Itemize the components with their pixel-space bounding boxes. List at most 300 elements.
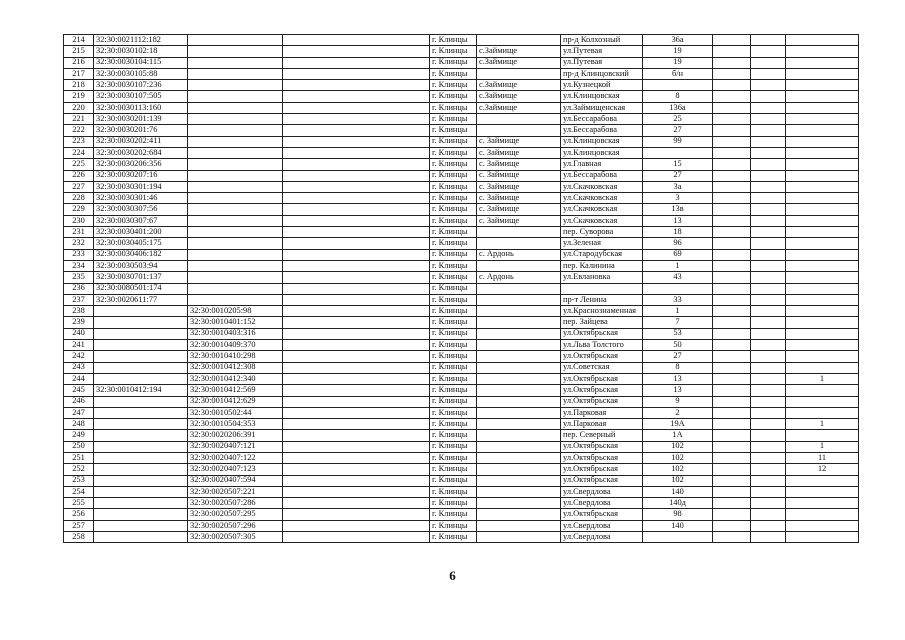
cadastral-number-building: 32:30:0010412:569 xyxy=(188,385,283,396)
empty-cell xyxy=(713,181,751,192)
house-number-cell: 27 xyxy=(643,351,713,362)
row-number: 230 xyxy=(64,215,94,226)
empty-cell xyxy=(713,114,751,125)
empty-cell xyxy=(713,215,751,226)
empty-cell xyxy=(751,204,786,215)
cadastral-number-building: 32:30:0020507:296 xyxy=(188,520,283,531)
cadastral-number-building xyxy=(188,159,283,170)
empty-cell xyxy=(751,260,786,271)
cadastral-number-land xyxy=(94,351,188,362)
row-number: 215 xyxy=(64,46,94,57)
table-row xyxy=(64,102,859,113)
table-row xyxy=(64,46,859,57)
street-cell: ул.Кузнецкой xyxy=(561,80,643,91)
row-number: 214 xyxy=(64,35,94,46)
empty-cell xyxy=(283,147,430,158)
house-number-cell: 1 xyxy=(643,306,713,317)
apartment-cell xyxy=(786,272,859,283)
cadastral-number-land: 32:30:0080501:174 xyxy=(94,283,188,294)
cadastral-number-building xyxy=(188,294,283,305)
house-number-cell: 13в xyxy=(643,204,713,215)
empty-cell xyxy=(713,159,751,170)
cadastral-number-land xyxy=(94,498,188,509)
city-cell: г. Клинцы xyxy=(430,181,477,192)
empty-cell xyxy=(713,260,751,271)
empty-cell xyxy=(283,294,430,305)
row-number: 256 xyxy=(64,509,94,520)
cadastral-number-land: 32:30:0030207:16 xyxy=(94,170,188,181)
house-number-cell: 15 xyxy=(643,159,713,170)
empty-cell xyxy=(751,509,786,520)
table-row xyxy=(64,385,859,396)
village-cell: с. Займище xyxy=(477,204,561,215)
row-number: 228 xyxy=(64,193,94,204)
row-number: 254 xyxy=(64,486,94,497)
cadastral-number-land xyxy=(94,464,188,475)
street-cell: ул.Евлановка xyxy=(561,272,643,283)
apartment-cell xyxy=(786,91,859,102)
empty-cell xyxy=(713,475,751,486)
apartment-cell xyxy=(786,181,859,192)
street-cell: ул.Клинцовская xyxy=(561,147,643,158)
empty-cell xyxy=(283,373,430,384)
apartment-cell xyxy=(786,57,859,68)
cadastral-number-building: 32:30:0020507:295 xyxy=(188,509,283,520)
empty-cell xyxy=(713,125,751,136)
village-cell: с.Займище xyxy=(477,57,561,68)
empty-cell xyxy=(283,441,430,452)
cadastral-number-land: 32:30:0030107:505 xyxy=(94,91,188,102)
street-cell: ул.Октябрьская xyxy=(561,475,643,486)
city-cell: г. Клинцы xyxy=(430,91,477,102)
cadastral-number-land xyxy=(94,475,188,486)
apartment-cell xyxy=(786,498,859,509)
cadastral-number-land xyxy=(94,430,188,441)
empty-cell xyxy=(283,464,430,475)
street-cell: ул.Путевая xyxy=(561,46,643,57)
cadastral-number-building xyxy=(188,91,283,102)
empty-cell xyxy=(713,407,751,418)
cadastral-number-building: 32:30:0020407:122 xyxy=(188,452,283,463)
apartment-cell xyxy=(786,486,859,497)
cadastral-number-building: 32:30:0010412:308 xyxy=(188,362,283,373)
cadastral-number-building: 32:30:0020206:391 xyxy=(188,430,283,441)
empty-cell xyxy=(713,532,751,543)
empty-cell xyxy=(283,136,430,147)
cadastral-number-building xyxy=(188,35,283,46)
row-number: 217 xyxy=(64,68,94,79)
empty-cell xyxy=(283,407,430,418)
village-cell: с. Займище xyxy=(477,215,561,226)
street-cell: ул.Свердлова xyxy=(561,498,643,509)
city-cell: г. Клинцы xyxy=(430,520,477,531)
cadastral-number-building: 32:30:0020407:123 xyxy=(188,464,283,475)
empty-cell xyxy=(283,57,430,68)
empty-cell xyxy=(751,193,786,204)
apartment-cell xyxy=(786,306,859,317)
city-cell: г. Клинцы xyxy=(430,260,477,271)
street-cell: ул.Октябрьская xyxy=(561,351,643,362)
table-row xyxy=(64,249,859,260)
village-cell xyxy=(477,35,561,46)
cadastral-number-land: 32:30:0030301:46 xyxy=(94,193,188,204)
cadastral-number-building xyxy=(188,80,283,91)
street-cell: пр-д Колхозный xyxy=(561,35,643,46)
empty-cell xyxy=(751,227,786,238)
empty-cell xyxy=(283,532,430,543)
empty-cell xyxy=(751,340,786,351)
row-number: 246 xyxy=(64,396,94,407)
empty-cell xyxy=(751,385,786,396)
table-row xyxy=(64,464,859,475)
city-cell: г. Клинцы xyxy=(430,249,477,260)
village-cell xyxy=(477,419,561,430)
street-cell: ул.Свердлова xyxy=(561,532,643,543)
empty-cell xyxy=(751,351,786,362)
empty-cell xyxy=(713,272,751,283)
cadastral-number-land xyxy=(94,306,188,317)
apartment-cell: 11 xyxy=(786,452,859,463)
cadastral-number-building xyxy=(188,260,283,271)
street-cell: ул.Главная xyxy=(561,159,643,170)
empty-cell xyxy=(283,170,430,181)
cadastral-number-land: 32:30:0010412:194 xyxy=(94,385,188,396)
house-number-cell: 27 xyxy=(643,125,713,136)
village-cell: с. Займище xyxy=(477,136,561,147)
empty-cell xyxy=(283,181,430,192)
apartment-cell xyxy=(786,193,859,204)
cadastral-number-building: 32:30:0010502:44 xyxy=(188,407,283,418)
city-cell: г. Клинцы xyxy=(430,486,477,497)
cadastral-number-building xyxy=(188,102,283,113)
table-row xyxy=(64,159,859,170)
empty-cell xyxy=(713,238,751,249)
village-cell: с. Займище xyxy=(477,147,561,158)
house-number-cell: 102 xyxy=(643,452,713,463)
village-cell: с. Займище xyxy=(477,159,561,170)
row-number: 234 xyxy=(64,260,94,271)
cadastral-number-building: 32:30:0020507:305 xyxy=(188,532,283,543)
table-row xyxy=(64,125,859,136)
table-row xyxy=(64,430,859,441)
village-cell xyxy=(477,114,561,125)
empty-cell xyxy=(751,114,786,125)
empty-cell xyxy=(713,486,751,497)
city-cell: г. Клинцы xyxy=(430,215,477,226)
village-cell xyxy=(477,351,561,362)
empty-cell xyxy=(283,328,430,339)
street-cell: пер. Северный xyxy=(561,430,643,441)
empty-cell xyxy=(283,351,430,362)
street-cell: пер. Калинина xyxy=(561,260,643,271)
cadastral-number-land: 32:30:0021112:182 xyxy=(94,35,188,46)
village-cell xyxy=(477,441,561,452)
cadastral-number-land xyxy=(94,328,188,339)
city-cell: г. Клинцы xyxy=(430,317,477,328)
cadastral-number-building xyxy=(188,181,283,192)
register-body xyxy=(64,35,859,543)
empty-cell xyxy=(751,486,786,497)
village-cell: с.Займище xyxy=(477,46,561,57)
house-number-cell: 96 xyxy=(643,238,713,249)
empty-cell xyxy=(283,249,430,260)
empty-cell xyxy=(751,498,786,509)
row-number: 236 xyxy=(64,283,94,294)
row-number: 255 xyxy=(64,498,94,509)
table-row xyxy=(64,362,859,373)
house-number-cell: 99 xyxy=(643,136,713,147)
table-row xyxy=(64,35,859,46)
empty-cell xyxy=(283,340,430,351)
empty-cell xyxy=(751,328,786,339)
cadastral-number-land: 32:30:0030113:160 xyxy=(94,102,188,113)
empty-cell xyxy=(751,91,786,102)
house-number-cell: 19 xyxy=(643,46,713,57)
empty-cell xyxy=(713,362,751,373)
apartment-cell xyxy=(786,147,859,158)
village-cell xyxy=(477,452,561,463)
house-number-cell xyxy=(643,80,713,91)
apartment-cell xyxy=(786,136,859,147)
apartment-cell xyxy=(786,294,859,305)
city-cell: г. Клинцы xyxy=(430,294,477,305)
city-cell: г. Клинцы xyxy=(430,114,477,125)
table-row xyxy=(64,283,859,294)
empty-cell xyxy=(751,441,786,452)
table-row xyxy=(64,80,859,91)
register-table xyxy=(63,34,859,543)
empty-cell xyxy=(283,486,430,497)
empty-cell xyxy=(713,294,751,305)
apartment-cell xyxy=(786,46,859,57)
apartment-cell xyxy=(786,328,859,339)
cadastral-number-building: 32:30:0010504:353 xyxy=(188,419,283,430)
empty-cell xyxy=(751,532,786,543)
row-number: 223 xyxy=(64,136,94,147)
empty-cell xyxy=(713,351,751,362)
street-cell: ул.Бессарабова xyxy=(561,125,643,136)
cadastral-number-land xyxy=(94,362,188,373)
city-cell: г. Клинцы xyxy=(430,430,477,441)
city-cell: г. Клинцы xyxy=(430,306,477,317)
table-row xyxy=(64,272,859,283)
apartment-cell: 1 xyxy=(786,419,859,430)
cadastral-number-building: 32:30:0020407:121 xyxy=(188,441,283,452)
cadastral-number-building: 32:30:0010401:152 xyxy=(188,317,283,328)
empty-cell xyxy=(283,125,430,136)
cadastral-number-building xyxy=(188,193,283,204)
house-number-cell: 1А xyxy=(643,430,713,441)
village-cell xyxy=(477,373,561,384)
street-cell: ул.Бессарабова xyxy=(561,170,643,181)
village-cell xyxy=(477,283,561,294)
cadastral-number-building: 32:30:0010410:298 xyxy=(188,351,283,362)
cadastral-number-land xyxy=(94,532,188,543)
empty-cell xyxy=(713,520,751,531)
empty-cell xyxy=(713,340,751,351)
cadastral-number-land: 32:30:0030307:56 xyxy=(94,204,188,215)
row-number: 245 xyxy=(64,385,94,396)
city-cell: г. Клинцы xyxy=(430,272,477,283)
empty-cell xyxy=(283,80,430,91)
empty-cell xyxy=(283,227,430,238)
cadastral-number-building: 32:30:0010412:629 xyxy=(188,396,283,407)
cadastral-number-land xyxy=(94,317,188,328)
city-cell: г. Клинцы xyxy=(430,452,477,463)
village-cell: с. Займище xyxy=(477,193,561,204)
table-row xyxy=(64,396,859,407)
row-number: 237 xyxy=(64,294,94,305)
empty-cell xyxy=(713,57,751,68)
village-cell xyxy=(477,340,561,351)
cadastral-number-land: 32:30:0030405:175 xyxy=(94,238,188,249)
empty-cell xyxy=(283,68,430,79)
empty-cell xyxy=(283,272,430,283)
city-cell: г. Клинцы xyxy=(430,532,477,543)
cadastral-number-land xyxy=(94,520,188,531)
village-cell xyxy=(477,238,561,249)
street-cell: ул.Бессарабова xyxy=(561,114,643,125)
street-cell: пр-т Ленина xyxy=(561,294,643,305)
empty-cell xyxy=(713,452,751,463)
cadastral-number-land xyxy=(94,486,188,497)
house-number-cell: 98 xyxy=(643,509,713,520)
cadastral-number-land: 32:30:0030301:194 xyxy=(94,181,188,192)
city-cell: г. Клинцы xyxy=(430,125,477,136)
house-number-cell xyxy=(643,532,713,543)
street-cell: ул.Парковая xyxy=(561,407,643,418)
house-number-cell: 102 xyxy=(643,464,713,475)
empty-cell xyxy=(713,170,751,181)
city-cell: г. Клинцы xyxy=(430,46,477,57)
house-number-cell: 18 xyxy=(643,227,713,238)
apartment-cell: 12 xyxy=(786,464,859,475)
apartment-cell xyxy=(786,260,859,271)
city-cell: г. Клинцы xyxy=(430,362,477,373)
house-number-cell: 3 xyxy=(643,193,713,204)
street-cell: ул.Октябрьская xyxy=(561,373,643,384)
apartment-cell xyxy=(786,283,859,294)
row-number: 252 xyxy=(64,464,94,475)
village-cell xyxy=(477,407,561,418)
row-number: 251 xyxy=(64,452,94,463)
house-number-cell: 1 xyxy=(643,260,713,271)
row-number: 232 xyxy=(64,238,94,249)
table-row xyxy=(64,181,859,192)
cadastral-number-land: 32:30:0020611:77 xyxy=(94,294,188,305)
empty-cell xyxy=(751,215,786,226)
table-row xyxy=(64,193,859,204)
empty-cell xyxy=(283,419,430,430)
cadastral-number-building: 32:30:0010403:316 xyxy=(188,328,283,339)
empty-cell xyxy=(751,306,786,317)
apartment-cell xyxy=(786,170,859,181)
village-cell xyxy=(477,509,561,520)
empty-cell xyxy=(751,35,786,46)
apartment-cell xyxy=(786,227,859,238)
city-cell: г. Клинцы xyxy=(430,328,477,339)
empty-cell xyxy=(283,509,430,520)
street-cell: ул.Октябрьская xyxy=(561,441,643,452)
city-cell: г. Клинцы xyxy=(430,136,477,147)
apartment-cell xyxy=(786,80,859,91)
village-cell xyxy=(477,328,561,339)
apartment-cell xyxy=(786,249,859,260)
empty-cell xyxy=(283,396,430,407)
house-number-cell: 53 xyxy=(643,328,713,339)
city-cell: г. Клинцы xyxy=(430,475,477,486)
empty-cell xyxy=(713,385,751,396)
city-cell: г. Клинцы xyxy=(430,159,477,170)
empty-cell xyxy=(751,102,786,113)
empty-cell xyxy=(751,407,786,418)
house-number-cell: 102 xyxy=(643,475,713,486)
empty-cell xyxy=(283,475,430,486)
table-row xyxy=(64,204,859,215)
village-cell xyxy=(477,430,561,441)
row-number: 238 xyxy=(64,306,94,317)
street-cell: ул.Скачковская xyxy=(561,215,643,226)
house-number-cell: 13 xyxy=(643,215,713,226)
cadastral-number-building: 32:30:0010412:340 xyxy=(188,373,283,384)
empty-cell xyxy=(283,159,430,170)
row-number: 229 xyxy=(64,204,94,215)
house-number-cell: 102 xyxy=(643,441,713,452)
cadastral-number-land: 32:30:0030206:356 xyxy=(94,159,188,170)
table-row xyxy=(64,57,859,68)
empty-cell xyxy=(751,159,786,170)
street-cell: ул.Клинцовская xyxy=(561,136,643,147)
table-row xyxy=(64,68,859,79)
empty-cell xyxy=(283,520,430,531)
row-number: 243 xyxy=(64,362,94,373)
table-row xyxy=(64,114,859,125)
apartment-cell xyxy=(786,351,859,362)
house-number-cell: 140 xyxy=(643,486,713,497)
street-cell: ул.Займищенская xyxy=(561,102,643,113)
cadastral-number-land: 32:30:0030406:182 xyxy=(94,249,188,260)
city-cell: г. Клинцы xyxy=(430,441,477,452)
empty-cell xyxy=(751,181,786,192)
city-cell: г. Клинцы xyxy=(430,68,477,79)
street-cell: ул.Октябрьская xyxy=(561,385,643,396)
city-cell: г. Клинцы xyxy=(430,373,477,384)
empty-cell xyxy=(283,91,430,102)
empty-cell xyxy=(283,114,430,125)
empty-cell xyxy=(713,317,751,328)
cadastral-number-building xyxy=(188,114,283,125)
apartment-cell xyxy=(786,362,859,373)
cadastral-number-building xyxy=(188,136,283,147)
street-cell: ул.Скачковская xyxy=(561,193,643,204)
empty-cell xyxy=(713,328,751,339)
cadastral-number-building: 32:30:0020407:594 xyxy=(188,475,283,486)
table-row xyxy=(64,170,859,181)
cadastral-number-land: 32:30:0030201:76 xyxy=(94,125,188,136)
cadastral-number-building: 32:30:0020507:286 xyxy=(188,498,283,509)
apartment-cell xyxy=(786,340,859,351)
street-cell: ул.Путевая xyxy=(561,57,643,68)
table-row xyxy=(64,227,859,238)
empty-cell xyxy=(751,170,786,181)
village-cell: с. Займище xyxy=(477,170,561,181)
apartment-cell xyxy=(786,475,859,486)
empty-cell xyxy=(751,396,786,407)
empty-cell xyxy=(713,102,751,113)
empty-cell xyxy=(713,306,751,317)
apartment-cell xyxy=(786,396,859,407)
apartment-cell xyxy=(786,35,859,46)
